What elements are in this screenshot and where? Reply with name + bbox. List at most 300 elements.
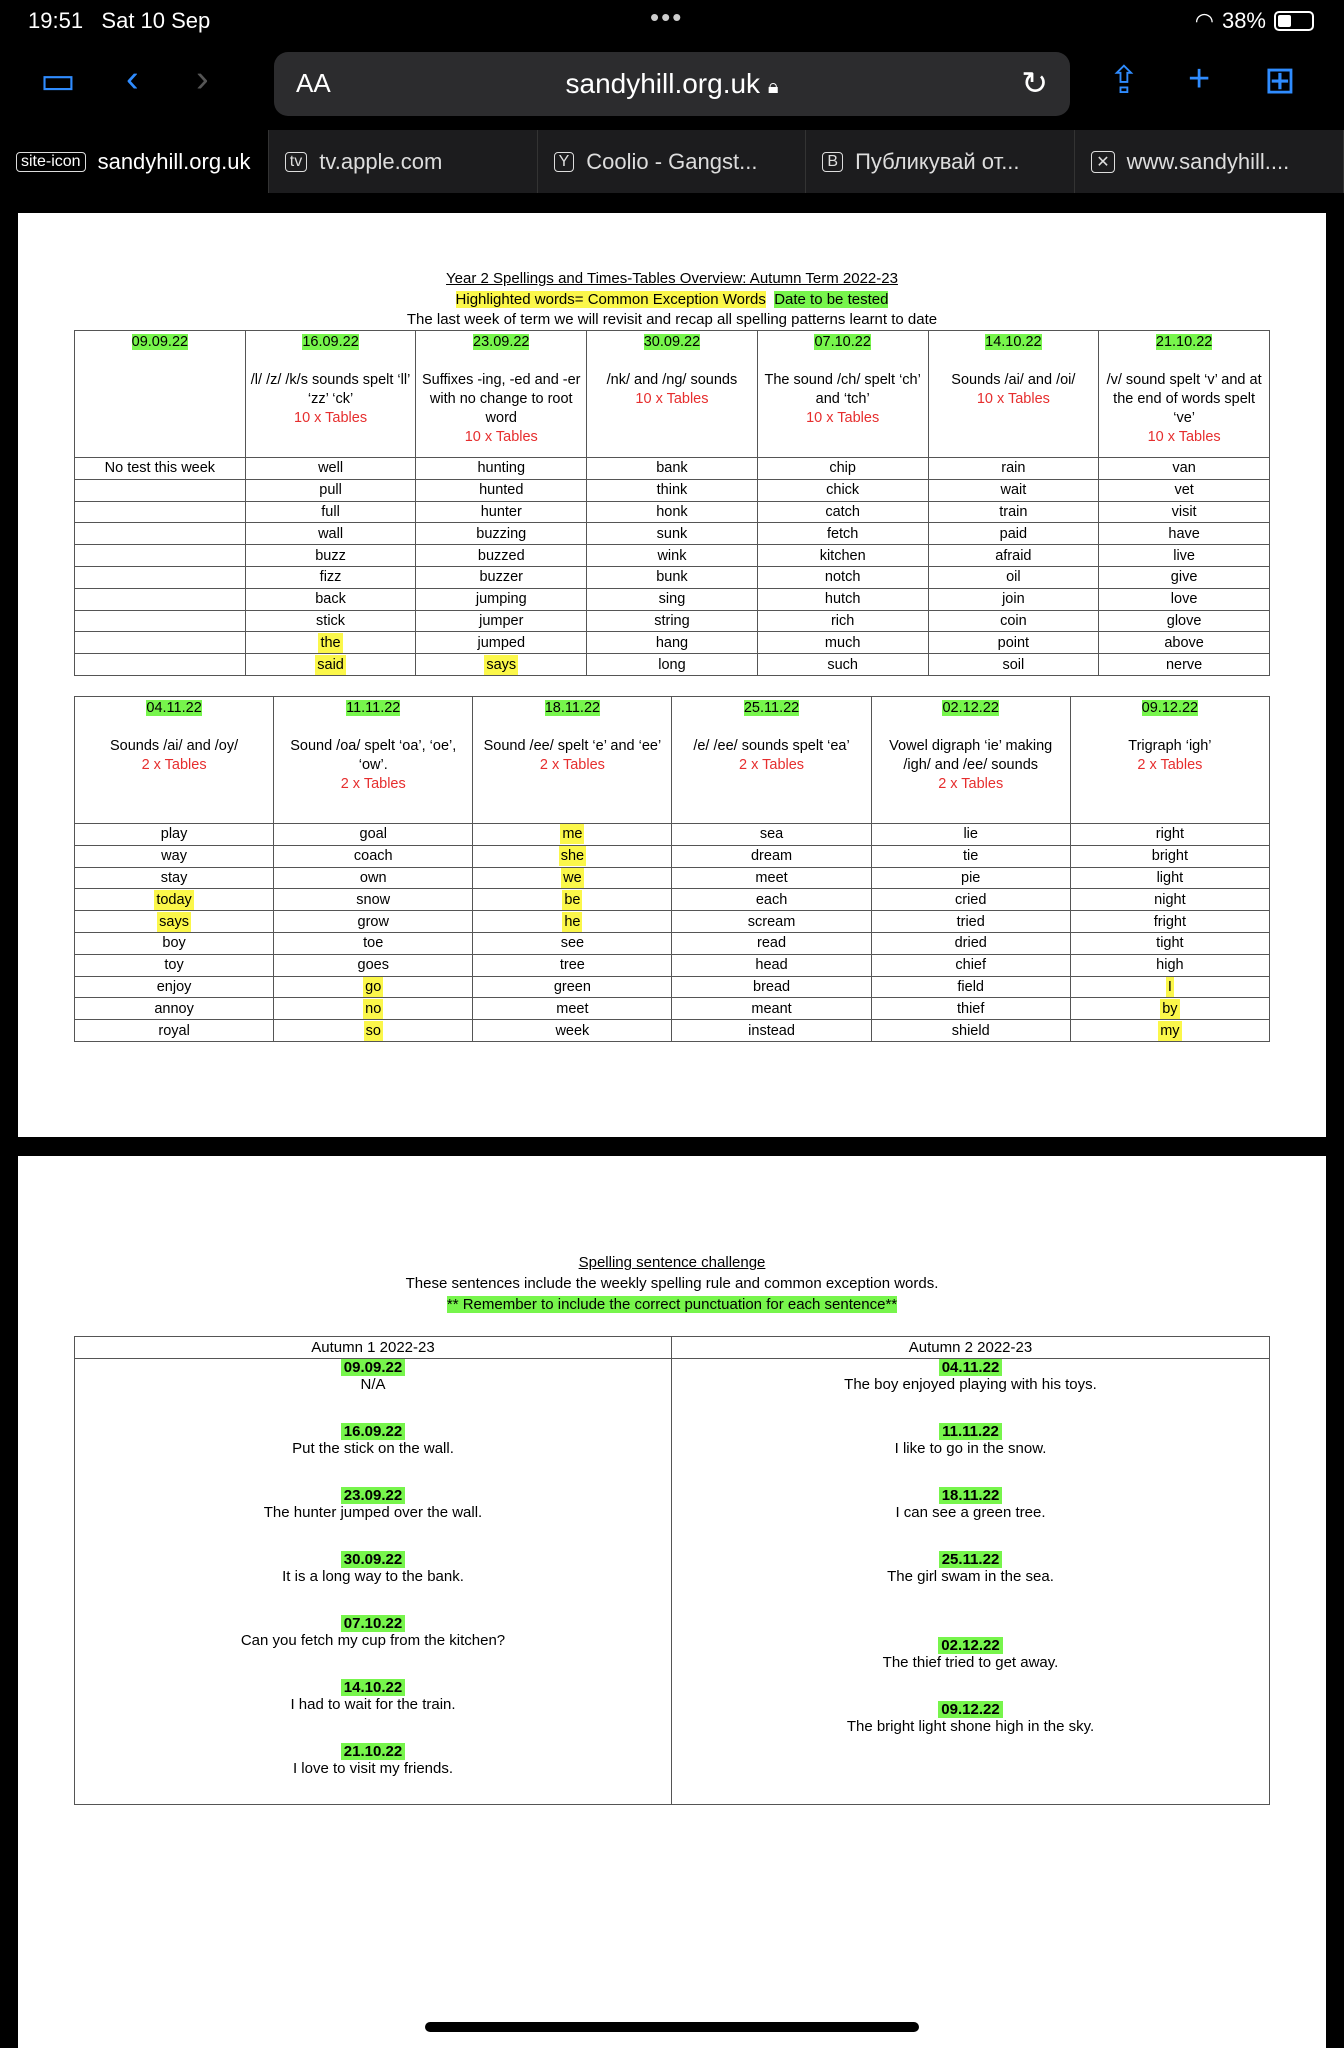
- autumn1-heading: Autumn 1 2022-23: [75, 1337, 672, 1359]
- url-text: sandyhill.org.uk 🔒︎: [565, 68, 779, 99]
- spelling-word: fright: [1153, 913, 1187, 930]
- spelling-word: buzzed: [477, 547, 525, 564]
- sentence-date: 09.09.22: [341, 1359, 405, 1376]
- sentence-text: Can you fetch my cup from the kitchen?: [240, 1632, 506, 1649]
- test-date: 11.11.22: [346, 700, 401, 716]
- word-cell: [871, 998, 1070, 1020]
- word-cell: [1099, 610, 1270, 632]
- autumn2-heading: Autumn 2 2022-23: [672, 1337, 1269, 1359]
- sentence-date: 18.11.22: [939, 1487, 1003, 1504]
- test-date: 14.10.22: [985, 334, 1042, 350]
- word-cell: [473, 911, 672, 933]
- spelling-word: wall: [318, 525, 344, 542]
- browser-tab[interactable]: [269, 130, 538, 193]
- word-cell: [245, 545, 416, 567]
- challenge-reminder: ** Remember to include the correct punctuation for each sentence**: [446, 1296, 898, 1313]
- word-cell: [757, 545, 928, 567]
- word-cell: [75, 845, 274, 867]
- test-date: 09.12.22: [1141, 700, 1199, 716]
- home-indicator[interactable]: [425, 2022, 919, 2032]
- spelling-word: live: [1173, 547, 1195, 564]
- sentence-date: 04.11.22: [939, 1359, 1003, 1376]
- spellings-table-autumn-1: [74, 330, 1270, 676]
- multitask-dots[interactable]: •••: [650, 2, 684, 32]
- word-cell: [1099, 654, 1270, 676]
- sentence-table: [74, 1336, 1270, 1805]
- word-cell: [75, 932, 274, 954]
- word-cell: [672, 1020, 871, 1042]
- spelling-word: night: [1154, 891, 1186, 908]
- doc-legend: Highlighted words= Common Exception Words Date to be tested: [455, 291, 889, 308]
- word-cell: [274, 932, 473, 954]
- word-cell: [75, 479, 246, 501]
- word-cell: [75, 632, 246, 654]
- spelling-word: he: [564, 913, 581, 930]
- sentence-text: I had to wait for the train.: [290, 1696, 456, 1713]
- spelling-rule: Vowel digraph ‘ie’ making /igh/ and /ee/ sounds: [889, 738, 1053, 773]
- times-tables: 2 x Tables: [539, 757, 605, 773]
- spelling-word: wink: [657, 547, 687, 564]
- sentence-date: 14.10.22: [341, 1679, 405, 1696]
- spelling-word: visit: [1171, 503, 1197, 520]
- test-date: 09.09.22: [131, 334, 189, 350]
- week-header: [1070, 697, 1269, 824]
- word-cell: [1070, 845, 1269, 867]
- spelling-word: stay: [160, 869, 188, 886]
- reader-aa-button[interactable]: AA: [296, 68, 331, 98]
- word-cell: [75, 545, 246, 567]
- spelling-word: bright: [1151, 848, 1189, 865]
- spelling-word: hutch: [824, 591, 861, 608]
- spelling-word: tie: [963, 848, 979, 865]
- test-date: 04.11.22: [146, 700, 202, 716]
- spelling-rule: /e/ /ee/ sounds spelt ‘ea’: [693, 738, 850, 754]
- word-cell: [75, 1020, 274, 1042]
- spelling-word: point: [997, 634, 1030, 651]
- spelling-word: we: [563, 869, 582, 886]
- test-date: 21.10.22: [1155, 334, 1213, 350]
- word-cell: [928, 610, 1099, 632]
- word-cell: [928, 501, 1099, 523]
- spelling-rule: Trigraph ‘igh’: [1128, 738, 1212, 754]
- status-time: 19:51 Sat 10 Sep: [28, 8, 211, 33]
- word-cell: [757, 458, 928, 480]
- spelling-word: right: [1155, 826, 1184, 843]
- word-cell: [416, 654, 587, 676]
- spelling-word: each: [755, 891, 788, 908]
- word-cell: [587, 588, 758, 610]
- word-cell: [871, 867, 1070, 889]
- spellings-table-autumn-2: [74, 696, 1270, 1042]
- spelling-word: hunted: [479, 482, 524, 499]
- word-cell: [587, 458, 758, 480]
- sentence-item: [672, 1637, 1269, 1701]
- battery-icon: [1274, 11, 1314, 31]
- new-tab-icon[interactable]: +: [1188, 58, 1211, 100]
- times-tables: 10 x Tables: [806, 410, 880, 426]
- spelling-word: toy: [164, 957, 184, 974]
- sentence-date: 09.12.22: [938, 1701, 1002, 1718]
- sentence-item: [672, 1551, 1269, 1615]
- word-cell: [416, 501, 587, 523]
- times-tables: 10 x Tables: [976, 391, 1050, 407]
- spelling-word: sunk: [656, 525, 688, 542]
- spelling-word: kitchen: [819, 547, 866, 564]
- word-cell: [75, 458, 246, 480]
- times-tables: 10 x Tables: [1147, 429, 1221, 445]
- times-tables: 2 x Tables: [739, 757, 805, 773]
- times-tables: 10 x Tables: [464, 429, 538, 445]
- test-date: 23.09.22: [473, 334, 530, 350]
- word-cell: [245, 654, 416, 676]
- sentence-text: Put the stick on the wall.: [292, 1440, 454, 1457]
- sentence-text: The hunter jumped over the wall.: [263, 1504, 483, 1521]
- spelling-word: hang: [655, 634, 689, 651]
- word-cell: [871, 932, 1070, 954]
- spelling-word: chip: [829, 460, 856, 477]
- word-cell: [871, 1020, 1070, 1042]
- sentence-text: N/A: [360, 1376, 386, 1393]
- word-cell: [1070, 1020, 1269, 1042]
- address-bar[interactable]: [274, 52, 1070, 116]
- word-cell: [587, 610, 758, 632]
- spelling-word: boy: [162, 935, 186, 952]
- spelling-word: read: [757, 935, 787, 952]
- word-cell: [245, 458, 416, 480]
- spelling-word: coach: [353, 848, 393, 865]
- spelling-word: fizz: [319, 569, 342, 586]
- sentence-item: [672, 1701, 1269, 1765]
- week-header: [245, 331, 416, 458]
- word-cell: [871, 976, 1070, 998]
- word-cell: [757, 479, 928, 501]
- spelling-word: honk: [656, 503, 688, 520]
- spelling-word: by: [1162, 1000, 1178, 1017]
- spelling-word: much: [824, 634, 861, 651]
- spelling-word: sea: [759, 826, 784, 843]
- back-icon[interactable]: ‹: [126, 58, 139, 100]
- spelling-word: jumper: [479, 612, 524, 629]
- autumn2-sentences: [672, 1359, 1269, 1804]
- spelling-word: be: [564, 891, 581, 908]
- spelling-rule: Sounds /ai/ and /oy/: [109, 738, 239, 754]
- word-cell: [757, 588, 928, 610]
- word-cell: [928, 654, 1099, 676]
- word-cell: [757, 566, 928, 588]
- spelling-word: dream: [750, 848, 793, 865]
- spelling-word: goal: [359, 826, 387, 843]
- word-cell: [473, 845, 672, 867]
- spelling-word: cried: [954, 891, 987, 908]
- spelling-word: above: [1164, 634, 1204, 651]
- word-cell: [1070, 911, 1269, 933]
- word-cell: [416, 479, 587, 501]
- spelling-word: train: [999, 503, 1028, 520]
- spelling-word: buzzing: [476, 525, 527, 542]
- doc-title: Year 2 Spellings and Times-Tables Overview: Autumn Term 2022-23: [446, 270, 898, 287]
- spelling-word: have: [1168, 525, 1200, 542]
- week-header: [75, 331, 246, 458]
- word-cell: [928, 545, 1099, 567]
- word-cell: [871, 889, 1070, 911]
- week-header: [672, 697, 871, 824]
- sentence-text: The girl swam in the sea.: [887, 1568, 1054, 1585]
- word-cell: [672, 824, 871, 846]
- word-cell: [1099, 501, 1270, 523]
- word-cell: [274, 998, 473, 1020]
- spelling-word: dried: [954, 935, 987, 952]
- word-cell: [416, 610, 587, 632]
- word-cell: [274, 954, 473, 976]
- word-cell: [1099, 479, 1270, 501]
- sentence-date: 07.10.22: [341, 1615, 405, 1632]
- word-cell: [1099, 545, 1270, 567]
- word-cell: [587, 479, 758, 501]
- spelling-word: instead: [748, 1022, 795, 1039]
- word-cell: [75, 998, 274, 1020]
- week-header: [587, 331, 758, 458]
- document-page-1: [18, 213, 1326, 1137]
- document-page-2: [18, 1156, 1326, 2048]
- tab-bar: [0, 130, 1344, 193]
- tab-favicon-icon: Y: [554, 152, 575, 172]
- spelling-rule: Sounds /ai/ and /oi/: [951, 372, 1076, 388]
- word-cell: [672, 976, 871, 998]
- spelling-word: enjoy: [156, 978, 192, 995]
- sentence-date: 30.09.22: [341, 1551, 405, 1568]
- tab-label: sandyhill.org.uk: [97, 148, 251, 174]
- sidebar-icon[interactable]: ▭: [40, 60, 76, 102]
- word-cell: [928, 479, 1099, 501]
- tab-favicon-icon: ✕: [1091, 151, 1114, 173]
- tab-label: Публикувай от...: [855, 148, 1020, 174]
- spelling-word: give: [1170, 569, 1198, 586]
- word-cell: [75, 911, 274, 933]
- spelling-word: vet: [1174, 482, 1194, 499]
- spelling-word: sing: [658, 591, 686, 608]
- spelling-rule: Sound /oa/ spelt ‘oa’, ‘oe’, ‘ow’.: [290, 738, 457, 773]
- spelling-word: paid: [999, 525, 1028, 542]
- word-cell: [416, 458, 587, 480]
- word-cell: [757, 501, 928, 523]
- sentence-text: I love to visit my friends.: [292, 1760, 454, 1777]
- spelling-word: stick: [316, 612, 346, 629]
- spelling-word: green: [553, 978, 591, 995]
- sentence-item: [75, 1743, 671, 1807]
- spelling-word: go: [365, 978, 382, 995]
- word-cell: [274, 911, 473, 933]
- word-cell: [1099, 523, 1270, 545]
- sentence-date: 25.11.22: [939, 1551, 1003, 1568]
- tab-favicon-icon: tv: [285, 152, 307, 172]
- tab-favicon-icon: B: [822, 152, 843, 172]
- word-cell: [75, 976, 274, 998]
- word-cell: [871, 911, 1070, 933]
- word-cell: [1070, 932, 1269, 954]
- word-cell: [587, 501, 758, 523]
- word-cell: [757, 610, 928, 632]
- word-cell: [672, 845, 871, 867]
- spelling-word: hunter: [480, 503, 522, 520]
- word-cell: [245, 523, 416, 545]
- spelling-word: coin: [1000, 612, 1027, 629]
- word-cell: [871, 954, 1070, 976]
- spelling-word: soil: [1002, 656, 1025, 673]
- word-cell: [1099, 588, 1270, 610]
- test-date: 02.12.22: [942, 700, 999, 716]
- test-date: 16.09.22: [302, 334, 359, 350]
- spelling-word: high: [1156, 957, 1184, 974]
- word-cell: [75, 889, 274, 911]
- sentence-item: [75, 1487, 671, 1551]
- week-header: [75, 697, 274, 824]
- spelling-word: meet: [755, 869, 788, 886]
- spelling-word: bread: [753, 978, 791, 995]
- challenge-title: Spelling sentence challenge: [578, 1254, 766, 1271]
- spelling-word: back: [315, 591, 346, 608]
- spelling-word: full: [321, 503, 340, 520]
- word-cell: [672, 889, 871, 911]
- spelling-rule: Suffixes -ing, -ed and -er with no change to root word: [422, 372, 581, 426]
- times-tables: 2 x Tables: [1137, 757, 1203, 773]
- spelling-word: see: [560, 935, 585, 952]
- spelling-word: wait: [1000, 482, 1027, 499]
- word-cell: [274, 824, 473, 846]
- sentence-date: 16.09.22: [341, 1423, 405, 1440]
- word-cell: [757, 632, 928, 654]
- word-cell: [587, 523, 758, 545]
- spelling-word: today: [156, 891, 192, 908]
- word-cell: [75, 954, 274, 976]
- test-date: 07.10.22: [814, 334, 871, 350]
- spelling-word: tried: [956, 913, 985, 930]
- spelling-word: bunk: [656, 569, 688, 586]
- word-cell: [274, 976, 473, 998]
- spelling-word: thief: [956, 1000, 985, 1017]
- doc-note: The last week of term we will revisit and recap all spelling patterns learnt to date: [406, 311, 938, 328]
- word-cell: [672, 867, 871, 889]
- reload-icon[interactable]: ↻: [1021, 65, 1048, 101]
- word-cell: [245, 501, 416, 523]
- share-icon[interactable]: ⇪: [1108, 60, 1140, 102]
- spelling-word: catch: [825, 503, 860, 520]
- word-cell: [1070, 889, 1269, 911]
- word-cell: [587, 654, 758, 676]
- spelling-rule: Sound /ee/ spelt ‘e’ and ‘ee’: [483, 738, 662, 754]
- word-cell: [672, 998, 871, 1020]
- word-cell: [473, 889, 672, 911]
- word-cell: [245, 479, 416, 501]
- word-cell: [587, 545, 758, 567]
- sentence-text: The boy enjoyed playing with his toys.: [844, 1376, 1097, 1393]
- sentence-date: 23.09.22: [341, 1487, 405, 1504]
- status-bar: [0, 0, 1344, 42]
- spelling-word: chief: [955, 957, 987, 974]
- spelling-word: my: [1160, 1022, 1180, 1039]
- spelling-word: own: [359, 869, 387, 886]
- sentence-item: [672, 1359, 1269, 1423]
- sentence-item: [75, 1615, 671, 1679]
- spelling-word: no: [365, 1000, 382, 1017]
- sentence-date: 02.12.22: [938, 1637, 1002, 1654]
- browser-tab[interactable]: [1075, 130, 1344, 193]
- week-header: [757, 331, 928, 458]
- spelling-word: royal: [158, 1022, 190, 1039]
- spelling-word: nerve: [1165, 656, 1203, 673]
- spelling-word: long: [658, 656, 686, 673]
- week-header: [473, 697, 672, 824]
- spelling-rule: The sound /ch/ spelt ‘ch’ and ‘tch’: [764, 372, 921, 407]
- word-cell: [928, 458, 1099, 480]
- sentence-item: [672, 1487, 1269, 1551]
- tab-overview-icon[interactable]: ⊞: [1264, 60, 1296, 102]
- spelling-word: chick: [826, 482, 860, 499]
- spelling-rule: /nk/ and /ng/ sounds: [606, 372, 738, 388]
- tab-label: Coolio - Gangst...: [586, 148, 758, 174]
- week-header: [274, 697, 473, 824]
- word-cell: [672, 911, 871, 933]
- spelling-word: I: [1167, 978, 1172, 995]
- sentence-item: [75, 1551, 671, 1615]
- word-cell: [416, 523, 587, 545]
- spelling-word: love: [1170, 591, 1198, 608]
- browser-tab[interactable]: [806, 130, 1075, 193]
- spelling-word: so: [365, 1022, 381, 1039]
- spelling-word: meant: [751, 1000, 792, 1017]
- spelling-word: buzz: [315, 547, 346, 564]
- sentence-item: [75, 1359, 671, 1423]
- word-cell: [473, 932, 672, 954]
- spelling-word: jumping: [475, 591, 527, 608]
- word-cell: [928, 632, 1099, 654]
- word-cell: [75, 501, 246, 523]
- spelling-word: tight: [1156, 935, 1184, 952]
- spelling-word: glove: [1166, 612, 1202, 629]
- challenge-subtitle: These sentences include the weekly spelling rule and common exception words.: [405, 1275, 939, 1292]
- word-cell: [928, 566, 1099, 588]
- word-cell: [75, 588, 246, 610]
- browser-tab[interactable]: [538, 130, 807, 193]
- spelling-rule: /l/ /z/ /k/s sounds spelt ‘ll’ ‘zz’ ‘ck’: [250, 372, 411, 407]
- spelling-word: shield: [951, 1022, 990, 1039]
- word-cell: [274, 845, 473, 867]
- word-cell: [928, 588, 1099, 610]
- word-cell: [757, 654, 928, 676]
- spelling-word: play: [160, 826, 188, 843]
- word-cell: [416, 588, 587, 610]
- sentence-text: I can see a green tree.: [895, 1504, 1046, 1521]
- spelling-word: hunting: [477, 460, 526, 477]
- spelling-word: oil: [1006, 569, 1021, 586]
- word-cell: [473, 824, 672, 846]
- spelling-word: week: [555, 1022, 590, 1039]
- spelling-word: grow: [357, 913, 389, 930]
- spelling-word: join: [1002, 591, 1025, 608]
- forward-icon[interactable]: ›: [196, 58, 209, 100]
- spelling-word: goes: [357, 957, 389, 974]
- browser-toolbar: [0, 42, 1344, 130]
- spelling-word: such: [827, 656, 858, 673]
- test-date: 25.11.22: [743, 700, 800, 716]
- word-cell: [672, 932, 871, 954]
- browser-tab[interactable]: [0, 130, 269, 193]
- spelling-word: said: [317, 656, 344, 673]
- times-tables: 2 x Tables: [340, 776, 406, 792]
- times-tables: 10 x Tables: [294, 410, 368, 426]
- spelling-word: think: [656, 482, 688, 499]
- spelling-word: field: [957, 978, 984, 995]
- spelling-word: head: [755, 957, 788, 974]
